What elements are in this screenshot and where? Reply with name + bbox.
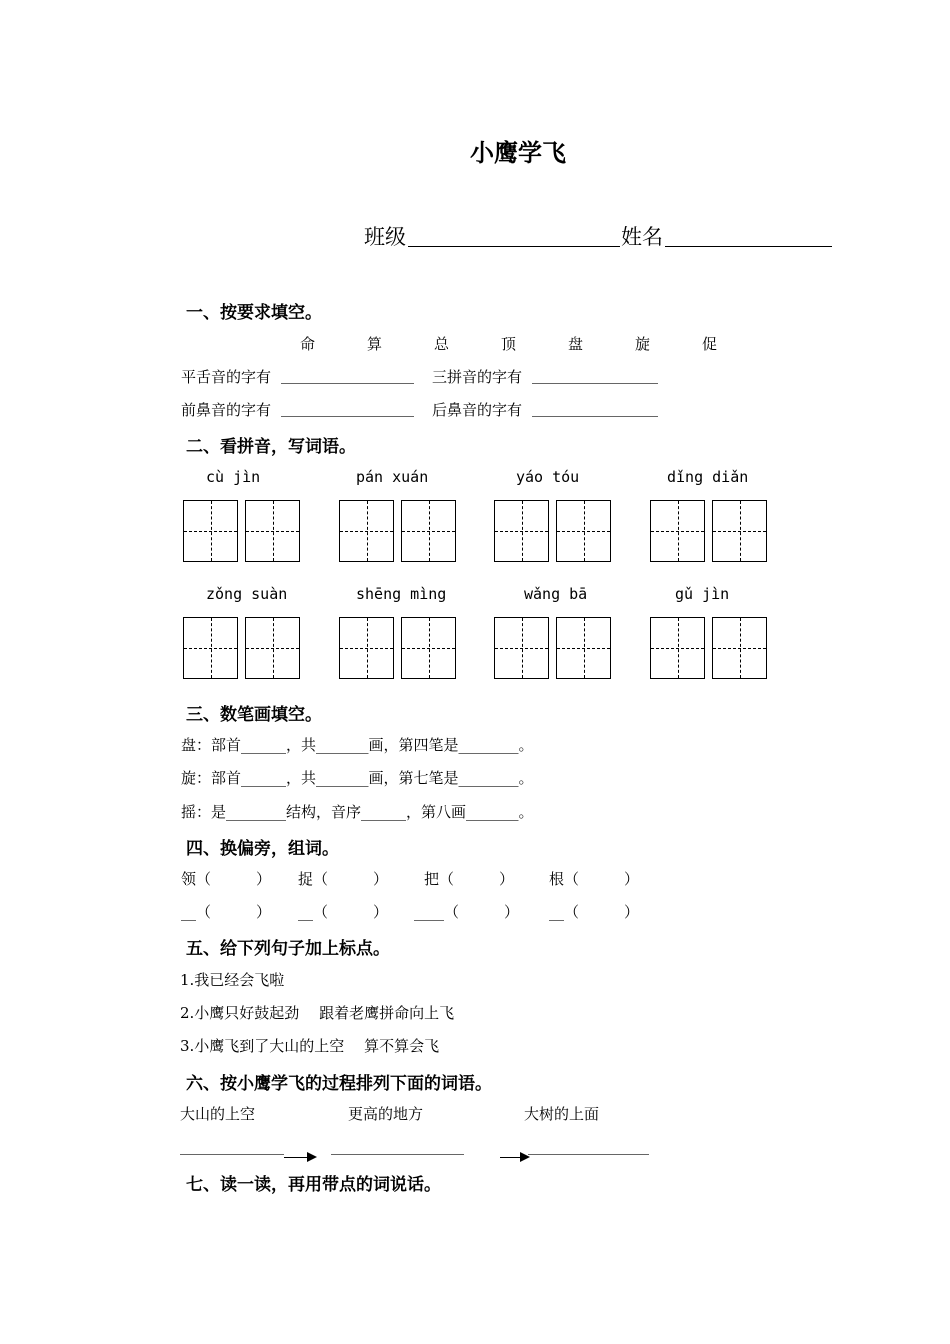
writing-box[interactable] [556, 617, 611, 679]
arrow-icon [500, 1157, 528, 1158]
char-item: 算 [367, 335, 383, 353]
section-5-heading: 五、给下列句子加上标点。 [186, 939, 390, 959]
radical-item: 捉（ ） [298, 870, 389, 888]
order-blank[interactable] [528, 1154, 649, 1155]
three-pinyin-blank[interactable] [532, 383, 658, 384]
stroke-line: 盘：部首______，共_______画，第四笔是________。 [181, 736, 534, 754]
punctuation-sentence: 2.小鹰只好鼓起劲 跟着老鹰拼命向上飞 [180, 1004, 455, 1022]
pinyin-label: wǎng bā [524, 585, 588, 603]
radical-item: 根（ ） [549, 870, 640, 888]
char-item: 旋 [635, 335, 651, 353]
section-3-heading: 三、数笔画填空。 [186, 705, 322, 725]
char-item: 促 [702, 335, 718, 353]
pinyin-label: shēng mìng [356, 585, 447, 603]
writing-box[interactable] [183, 500, 238, 562]
page-title: 小鹰学飞 [470, 138, 566, 167]
radical-blank[interactable]: __（ ） [181, 903, 272, 921]
writing-box[interactable] [245, 500, 300, 562]
writing-box[interactable] [712, 500, 767, 562]
order-blank[interactable] [331, 1154, 464, 1155]
writing-box[interactable] [650, 617, 705, 679]
section-2-heading: 二、看拼音，写词语。 [186, 437, 356, 457]
radical-blank[interactable]: __（ ） [549, 903, 640, 921]
writing-box[interactable] [183, 617, 238, 679]
name-label: 姓名 [621, 225, 663, 249]
char-item: 顶 [501, 335, 517, 353]
radical-item: 领（ ） [181, 870, 272, 888]
radical-item: 把（ ） [424, 870, 515, 888]
writing-box[interactable] [650, 500, 705, 562]
radical-blank[interactable]: __（ ） [298, 903, 389, 921]
order-word: 大山的上空 [180, 1105, 256, 1123]
section-6-heading: 六、按小鹰学飞的过程排列下面的词语。 [186, 1074, 492, 1094]
pinyin-label: dǐng diǎn [667, 468, 749, 486]
front-nasal-blank[interactable] [281, 416, 414, 417]
writing-box[interactable] [494, 500, 549, 562]
order-word: 大树的上面 [524, 1105, 600, 1123]
three-pinyin-label: 三拼音的字有 [432, 368, 523, 386]
pinyin-label: zǒng suàn [206, 585, 288, 603]
back-nasal-label: 后鼻音的字有 [432, 401, 523, 419]
char-item: 命 [300, 335, 316, 353]
writing-box[interactable] [712, 617, 767, 679]
pinyin-label: yáo tóu [516, 468, 580, 486]
writing-box[interactable] [339, 500, 394, 562]
stroke-line: 摇：是________结构，音序______，第八画_______。 [181, 803, 534, 821]
arrow-icon [284, 1157, 315, 1158]
flat-tongue-blank[interactable] [281, 383, 414, 384]
stroke-line: 旋：部首______，共_______画，第七笔是________。 [181, 769, 534, 787]
punctuation-sentence: 3.小鹰飞到了大山的上空 算不算会飞 [180, 1037, 440, 1055]
pinyin-label: pán xuán [356, 468, 429, 486]
pinyin-label: gǔ jìn [675, 585, 730, 603]
writing-box[interactable] [556, 500, 611, 562]
flat-tongue-label: 平舌音的字有 [181, 368, 272, 386]
char-item: 盘 [568, 335, 584, 353]
writing-box[interactable] [401, 500, 456, 562]
radical-blank[interactable]: ____（ ） [414, 903, 520, 921]
class-label: 班级 [364, 225, 406, 249]
punctuation-sentence: 1.我已经会飞啦 [180, 971, 285, 989]
class-field[interactable] [408, 246, 620, 247]
back-nasal-blank[interactable] [532, 416, 658, 417]
section-4-heading: 四、换偏旁，组词。 [186, 839, 339, 859]
order-blank[interactable] [180, 1154, 284, 1155]
writing-box[interactable] [245, 617, 300, 679]
section-7-heading: 七、读一读，再用带点的词说话。 [186, 1175, 441, 1195]
order-word: 更高的地方 [348, 1105, 424, 1123]
front-nasal-label: 前鼻音的字有 [181, 401, 272, 419]
name-field[interactable] [665, 246, 832, 247]
writing-box[interactable] [339, 617, 394, 679]
writing-box[interactable] [494, 617, 549, 679]
writing-box[interactable] [401, 617, 456, 679]
section-1-heading: 一、按要求填空。 [186, 303, 322, 323]
char-item: 总 [434, 335, 450, 353]
pinyin-label: cù jìn [206, 468, 261, 486]
